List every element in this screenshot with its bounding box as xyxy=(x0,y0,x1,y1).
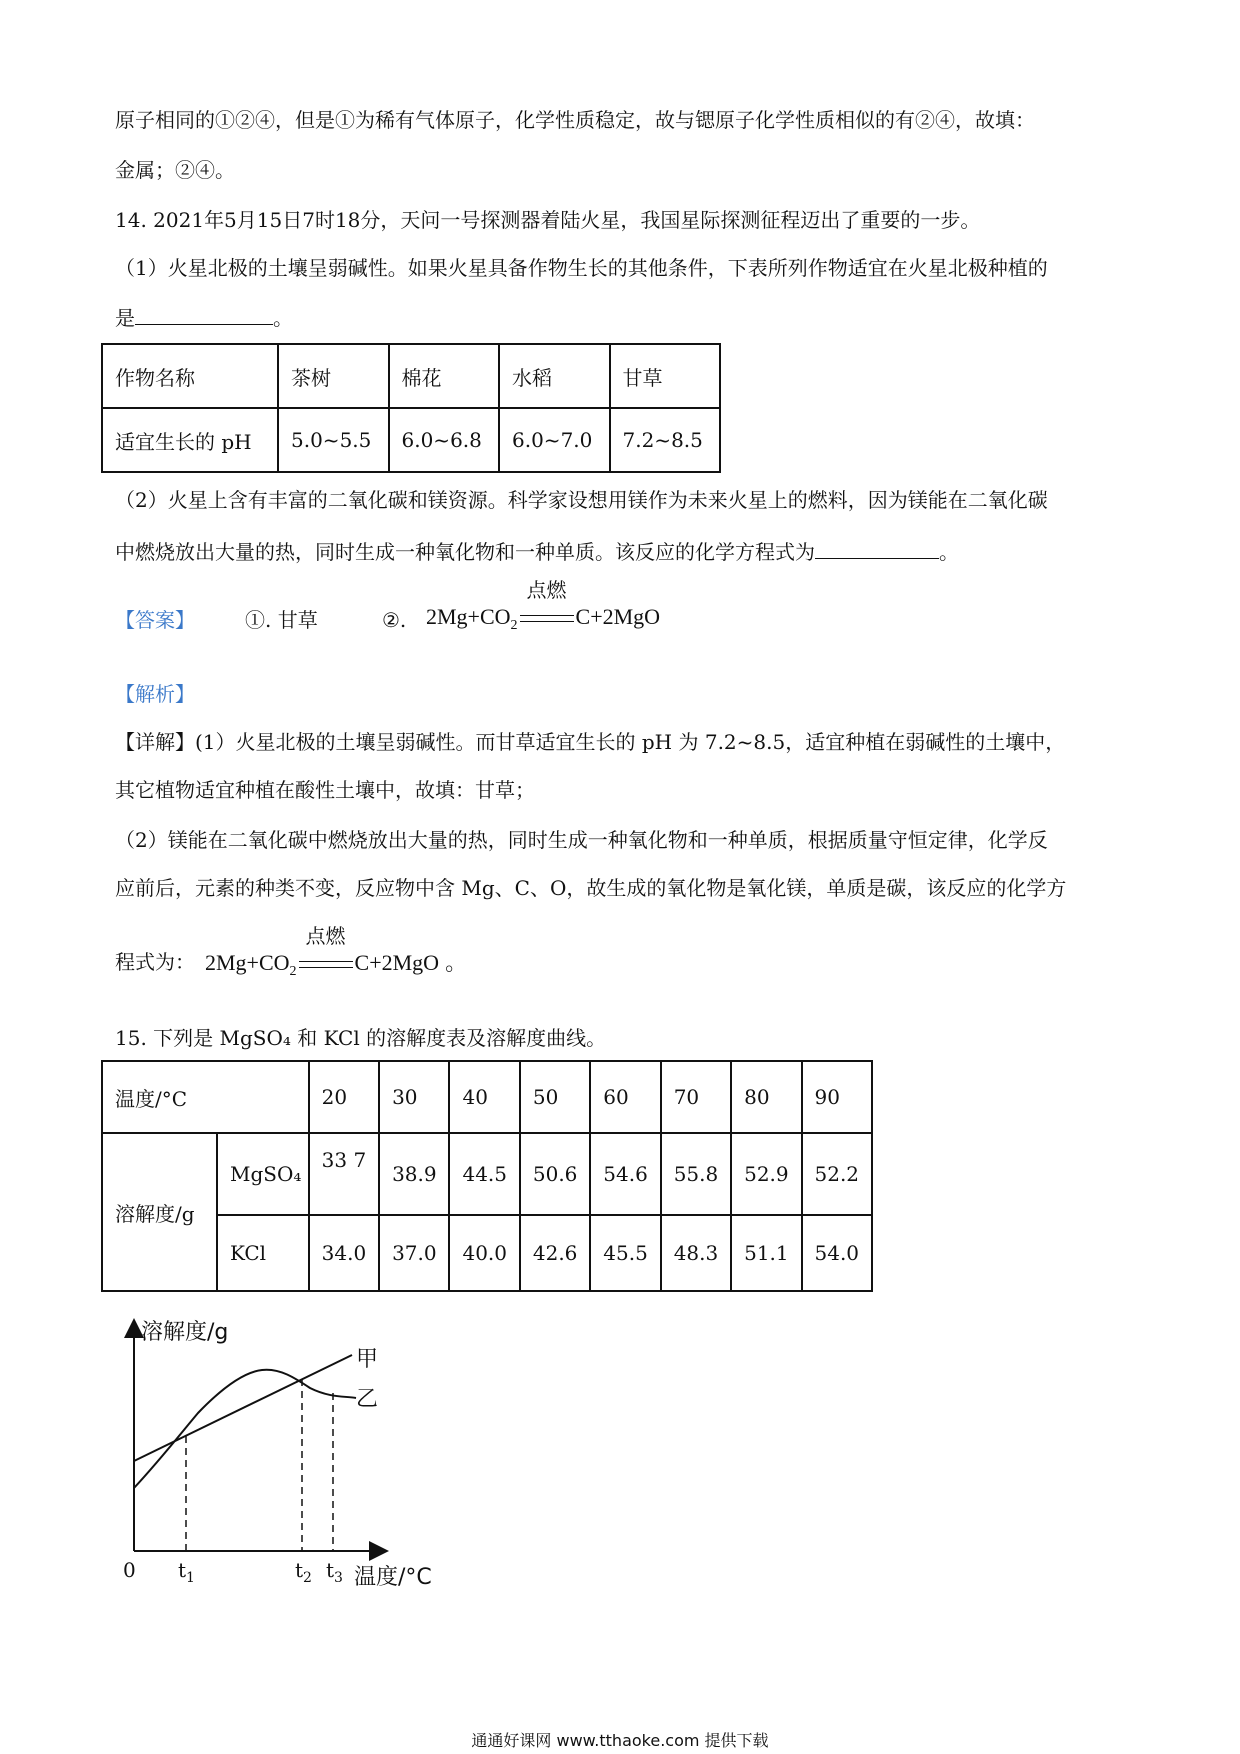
prev-answer-line-2: 金属；②④。 xyxy=(115,158,235,182)
table-header-cell: 甘草 xyxy=(610,344,721,408)
equation-condition: 点燃 xyxy=(526,578,567,602)
table-header-cell: 80 xyxy=(731,1061,801,1133)
table-header-cell: 作物名称 xyxy=(102,344,278,408)
table-header-cell: 30 xyxy=(379,1061,449,1133)
analysis-detail-1-line1: 【详解】(1）火星北极的土壤呈弱碱性。而甘草适宜生长的 pH 为 7.2~8.5，适宜种植在弱碱性的土壤中， xyxy=(115,730,1066,754)
table-cell: 33 7 xyxy=(309,1133,379,1215)
table-cell: 6.0~7.0 xyxy=(499,408,610,472)
table-cell: 52.2 xyxy=(802,1133,873,1215)
q14-stem: 14. 2021年5月15日7时18分，天问一号探测器着陆火星，我国星际探测征程迈出了重要的一步。 xyxy=(115,208,981,232)
table-cell: 54.0 xyxy=(802,1215,873,1291)
table-cell: 适宜生长的 pH xyxy=(102,408,278,472)
table-cell: 38.9 xyxy=(379,1133,449,1215)
tick-t2-sub: 2 xyxy=(303,1570,312,1586)
table-header-cell: 水稻 xyxy=(499,344,610,408)
q14-part1-line2-text: 是 xyxy=(115,306,135,330)
table-header-cell: 90 xyxy=(802,1061,873,1133)
curve-label-yi: 乙 xyxy=(356,1387,379,1412)
table-cell: 5.0~5.5 xyxy=(278,408,389,472)
table-row-header: 溶解度/g xyxy=(102,1133,217,1291)
table-header-cell: 茶树 xyxy=(278,344,389,408)
table-cell: 52.9 xyxy=(731,1133,801,1215)
answer-tag: 【答案】 xyxy=(115,608,195,632)
tick-t3-letter: t xyxy=(326,1558,335,1582)
table-header-cell: 70 xyxy=(661,1061,731,1133)
table-header-cell: 20 xyxy=(309,1061,379,1133)
table-cell: 50.6 xyxy=(520,1133,590,1215)
tick-t1 xyxy=(178,1558,195,1586)
table-cell: 42.6 xyxy=(520,1215,590,1291)
q14-part2-line2-end: 。 xyxy=(939,540,959,564)
table-row-name: KCl xyxy=(217,1215,309,1291)
tick-t3-sub: 3 xyxy=(334,1570,343,1586)
table-header-cell: 40 xyxy=(449,1061,519,1133)
table-header-cell: 60 xyxy=(590,1061,660,1133)
tick-t1-letter: t xyxy=(178,1558,187,1582)
table-cell: 51.1 xyxy=(731,1215,801,1291)
table-header-cell: 50 xyxy=(520,1061,590,1133)
table-cell: 7.2~8.5 xyxy=(610,408,721,472)
analysis-tag: 【解析】 xyxy=(115,682,195,706)
table-cell: 6.0~6.8 xyxy=(389,408,500,472)
graph-origin: 0 xyxy=(123,1558,136,1582)
table-cell: 45.5 xyxy=(590,1215,660,1291)
curve-yi xyxy=(134,1370,356,1488)
q14-part1-line2-end: 。 xyxy=(273,306,293,330)
table-cell: 48.3 xyxy=(661,1215,731,1291)
curve-label-jia: 甲 xyxy=(356,1347,379,1372)
equation-products: C+2MgO xyxy=(354,950,440,975)
tick-t1-sub: 1 xyxy=(186,1570,195,1586)
table-header-cell: 棉花 xyxy=(389,344,500,408)
tick-t2-letter: t xyxy=(295,1558,304,1582)
q14-part2-line1: （2）火星上含有丰富的二氧化碳和镁资源。科学家设想用镁作为未来火星上的燃料，因为镁能在二氧化碳 xyxy=(115,488,1048,512)
analysis-detail-2-line1: （2）镁能在二氧化碳中燃烧放出大量的热，同时生成一种氧化物和一种单质，根据质量守恒定律，化学反 xyxy=(115,828,1048,852)
tick-t2 xyxy=(295,1558,312,1586)
table-cell: 55.8 xyxy=(661,1133,731,1215)
analysis-detail-1-line2: 其它植物适宜种植在酸性土壤中，故填：甘草； xyxy=(115,778,535,802)
prev-answer-line-1: 原子相同的①②④，但是①为稀有气体原子，化学性质稳定，故与锶原子化学性质相似的有②④，故填： xyxy=(115,108,1035,132)
table-cell: 34.0 xyxy=(309,1215,379,1291)
q15-stem: 15. 下列是 MgSO₄ 和 KCl 的溶解度表及溶解度曲线。 xyxy=(115,1026,607,1050)
tick-t3 xyxy=(326,1558,343,1586)
equation-subscript: 2 xyxy=(289,964,297,979)
table-cell: 44.5 xyxy=(449,1133,519,1215)
analysis-detail-2-line3: 程式为： xyxy=(115,950,195,974)
answer-item-1: ①. 甘草 xyxy=(245,608,318,632)
table-row-name: MgSO₄ xyxy=(217,1133,309,1215)
analysis-detail-2-line2: 应前后，元素的种类不变，反应物中含 Mg、C、O，故生成的氧化物是氧化镁，单质是碳，该反应的化学方 xyxy=(115,876,1067,900)
table-header-cell: 温度/°C xyxy=(102,1061,309,1133)
table-cell: 40.0 xyxy=(449,1215,519,1291)
graph-x-label: 温度/°C xyxy=(354,1565,432,1590)
equation-end: 。 xyxy=(445,950,468,975)
q14-part1-line1: （1）火星北极的土壤呈弱碱性。如果火星具备作物生长的其他条件，下表所列作物适宜在火星北极种植的 xyxy=(115,256,1048,280)
answer-item-2-num: ②. xyxy=(382,608,407,632)
q14-part2-line2-text: 中燃烧放出大量的热，同时生成一种氧化物和一种单质。该反应的化学方程式为 xyxy=(115,540,815,564)
equation-reactants: 2Mg+CO xyxy=(205,950,290,975)
equation-condition: 点燃 xyxy=(305,924,346,948)
equation-products: C+2MgO xyxy=(575,604,661,629)
curve-jia xyxy=(134,1355,352,1461)
graph-y-label: 溶解度/g xyxy=(141,1320,229,1345)
equation-reactants: 2Mg+CO xyxy=(426,604,511,629)
equation-subscript: 2 xyxy=(510,618,518,633)
table-cell: 37.0 xyxy=(379,1215,449,1291)
table-cell: 54.6 xyxy=(590,1133,660,1215)
page-footer: 通通好课网 www.tthaoke.com 提供下载 xyxy=(471,1731,769,1750)
